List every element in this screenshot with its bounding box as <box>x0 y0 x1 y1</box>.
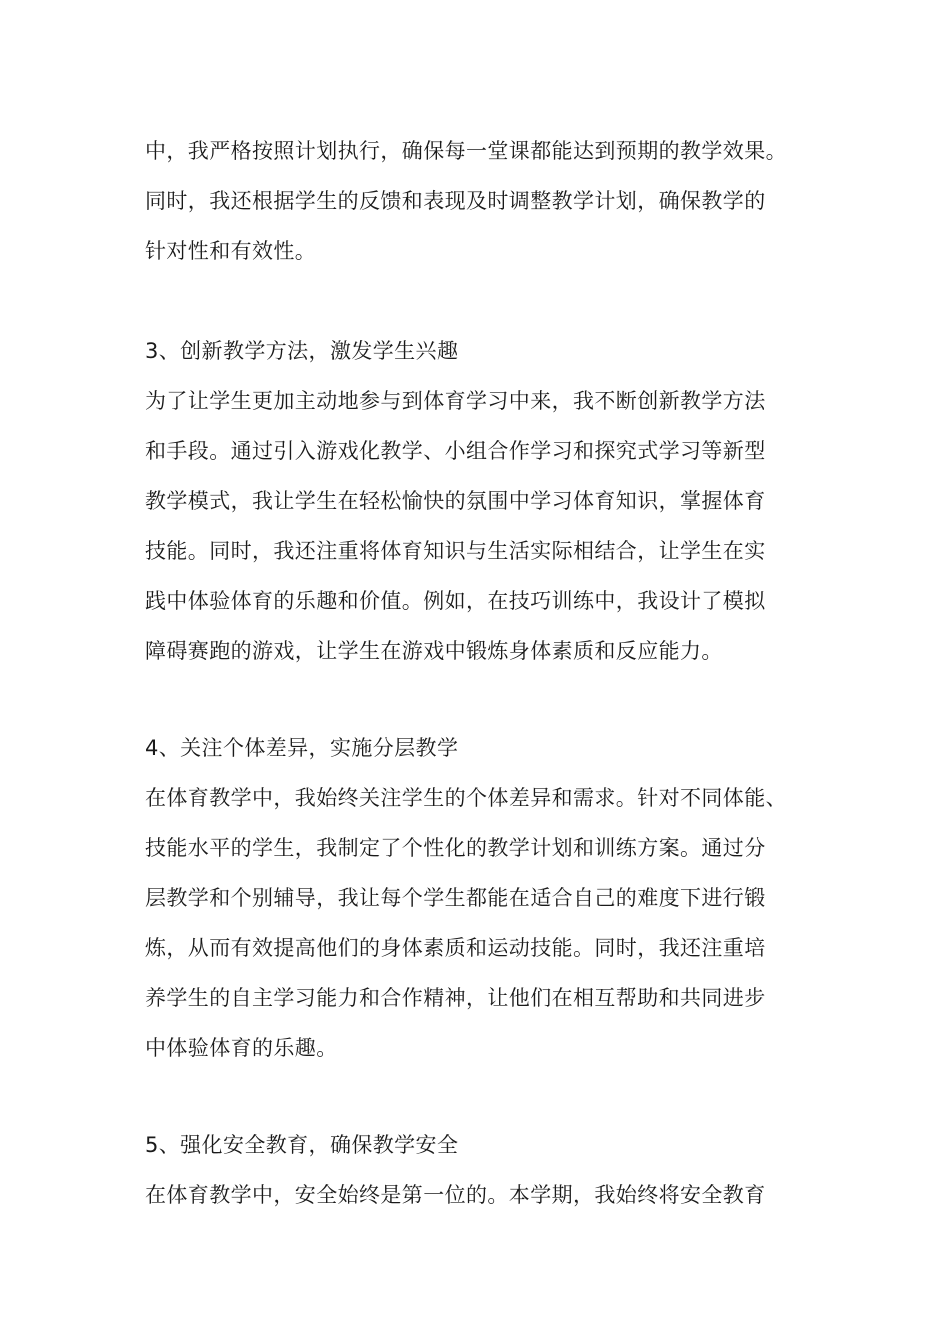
paragraph-line: 技能。同时，我还注重将体育知识与生活实际相结合，让学生在实 <box>145 539 766 563</box>
paragraph-line: 中体验体育的乐趣。 <box>145 1036 338 1060</box>
section-heading: 3、创新教学方法，激发学生兴趣 <box>145 339 459 363</box>
paragraph-line: 障碍赛跑的游戏，让学生在游戏中锻炼身体素质和反应能力。 <box>145 639 723 663</box>
paragraph-line: 技能水平的学生，我制定了个性化的教学计划和训练方案。通过分 <box>145 836 766 860</box>
paragraph-line: 炼，从而有效提高他们的身体素质和运动技能。同时，我还注重培 <box>145 936 766 960</box>
section-heading: 4、关注个体差异，实施分层教学 <box>145 736 459 760</box>
paragraph-line: 践中体验体育的乐趣和价值。例如，在技巧训练中，我设计了模拟 <box>145 589 766 613</box>
section-heading: 5、强化安全教育，确保教学安全 <box>145 1133 459 1157</box>
paragraph-line: 在体育教学中，安全始终是第一位的。本学期，我始终将安全教育 <box>145 1183 766 1207</box>
paragraph-line: 教学模式，我让学生在轻松愉快的氛围中学习体育知识，掌握体育 <box>145 489 766 513</box>
paragraph-line: 养学生的自主学习能力和合作精神，让他们在相互帮助和共同进步 <box>145 986 766 1010</box>
paragraph-line: 中，我严格按照计划执行，确保每一堂课都能达到预期的教学效果。 <box>145 139 787 163</box>
paragraph-line: 为了让学生更加主动地参与到体育学习中来，我不断创新教学方法 <box>145 389 766 413</box>
paragraph-line: 和手段。通过引入游戏化教学、小组合作学习和探究式学习等新型 <box>145 439 766 463</box>
paragraph-line: 针对性和有效性。 <box>145 239 317 263</box>
paragraph-line: 层教学和个别辅导，我让每个学生都能在适合自己的难度下进行锻 <box>145 886 766 910</box>
paragraph-line: 同时，我还根据学生的反馈和表现及时调整教学计划，确保教学的 <box>145 189 766 213</box>
paragraph-line: 在体育教学中，我始终关注学生的个体差异和需求。针对不同体能、 <box>145 786 787 810</box>
